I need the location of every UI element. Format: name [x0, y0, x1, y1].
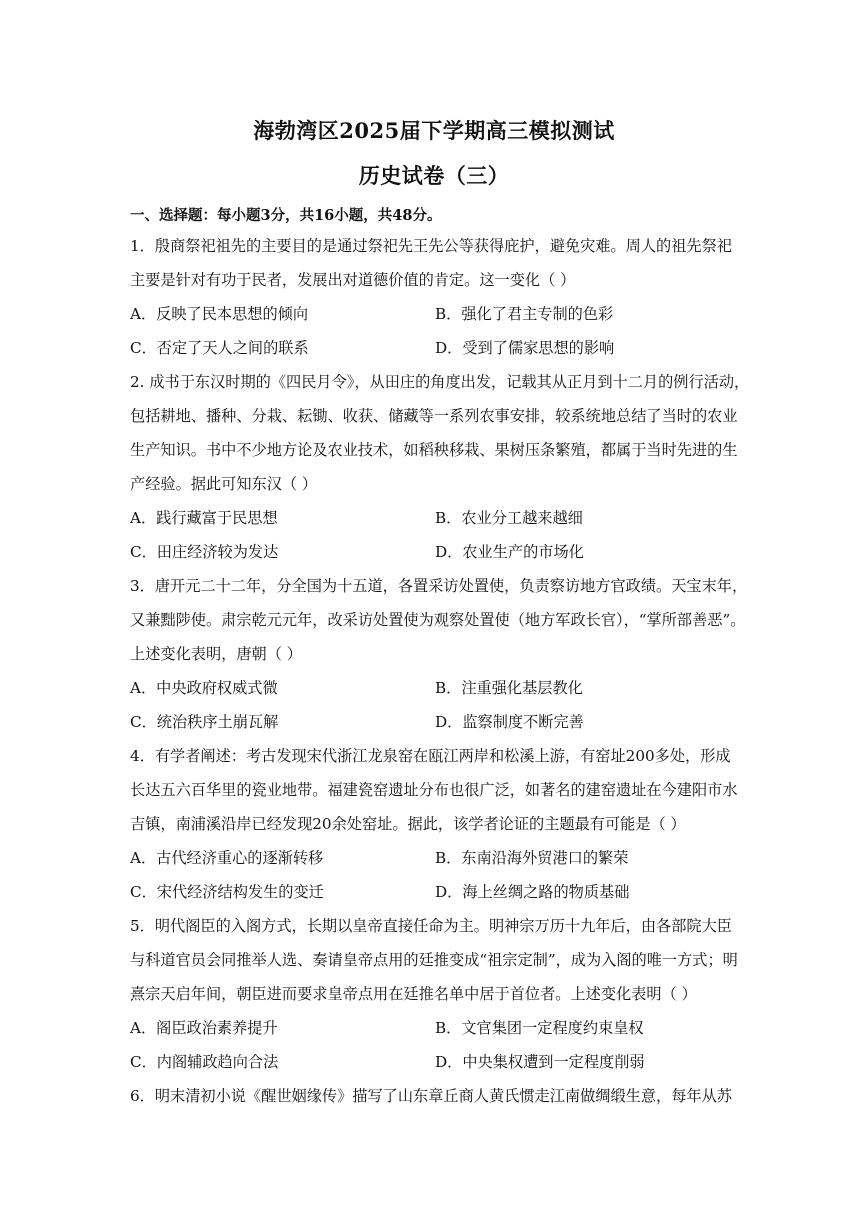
- question-1-line-2: 主要是针对有功于民者，发展出对道德价值的肯定。这一变化（ ）: [130, 271, 576, 289]
- question-2-line-1: 2. 成书于东汉时期的《四民月令》，从田庄的角度出发，记载其从正月到十二月的例行活动，: [130, 373, 750, 391]
- exam-title: 海勃湾区2025届下学期高三模拟测试: [253, 118, 615, 143]
- question-1-option-b: B．强化了君主专制的色彩: [435, 305, 614, 323]
- question-3-line-3: 上述变化表明，唐朝（ ）: [130, 645, 302, 663]
- question-5-option-b: B．文官集团一定程度约束皇权: [435, 1019, 644, 1037]
- question-4-line-3: 吉镇，南浦溪沿岸已经发现20余处窑址。据此，该学者论证的主题最有可能是（ ）: [130, 815, 686, 833]
- question-2-line-4: 产经验。据此可知东汉（ ）: [130, 475, 318, 493]
- question-3-option-c: C．统治秩序土崩瓦解: [130, 713, 279, 731]
- section-heading: 一、选择题：每小题3分，共16小题，共48分。: [130, 207, 442, 224]
- question-3-option-a: A．中央政府权威式微: [130, 679, 278, 697]
- question-1-option-c: C．否定了天人之间的联系: [130, 339, 309, 357]
- question-6-line-1: 6．明末清初小说《醒世姻缘传》描写了山东章丘商人黄氏惯走江南做绸缎生意，每年从苏: [130, 1087, 732, 1105]
- question-3-line-1: 3．唐开元二十二年，分全国为十五道，各置采访处置使，负责察访地方官政绩。天宝末年，: [130, 577, 748, 595]
- question-2-option-d: D．农业生产的市场化: [435, 543, 584, 561]
- question-4-option-c: C．宋代经济结构发生的变迁: [130, 883, 324, 901]
- question-3-line-2: 又兼黜陟使。肃宗乾元元年，改采访处置使为观察处置使（地方军政长官），“掌所部善恶”。: [130, 611, 746, 629]
- question-2-option-c: C．田庄经济较为发达: [130, 543, 279, 561]
- question-5-option-d: D．中央集权遭到一定程度削弱: [435, 1053, 645, 1071]
- question-1-option-d: D．受到了儒家思想的影响: [435, 339, 615, 357]
- question-4-line-2: 长达五六百华里的瓷业地带。福建瓷窑遗址分布也很广泛，如著名的建窑遗址在今建阳市水: [130, 781, 738, 799]
- question-5-option-c: C．内阁辅政趋向合法: [130, 1053, 279, 1071]
- question-5-line-2: 与科道官员会同推举人选、奏请皇帝点用的廷推变成“祖宗定制”，成为入阁的唯一方式；明: [130, 951, 738, 969]
- question-5-line-1: 5．明代阁臣的入阁方式，长期以皇帝直接任命为主。明神宗万历十九年后，由各部院大臣: [130, 917, 732, 935]
- question-4-option-b: B．东南沿海外贸港口的繁荣: [435, 849, 629, 867]
- question-4-line-1: 4．有学者阐述：考古发现宋代浙江龙泉窑在瓯江两岸和松溪上游，有窑址200多处，形成: [130, 747, 731, 765]
- question-5-option-a: A．阁臣政治素养提升: [130, 1019, 278, 1037]
- question-3-option-b: B．注重强化基层教化: [435, 679, 583, 697]
- question-5-line-3: 熹宗天启年间，朝臣进而要求皇帝点用在廷推名单中居于首位者。上述变化表明（ ）: [130, 985, 697, 1003]
- question-2-line-2: 包括耕地、播种、分栽、耘锄、收获、储藏等一系列农事安排，较系统地总结了当时的农业: [130, 407, 738, 425]
- question-2-option-b: B．农业分工越来越细: [435, 509, 583, 527]
- question-1-option-a: A．反映了民本思想的倾向: [130, 305, 309, 323]
- question-2-option-a: A．践行藏富于民思想: [130, 509, 278, 527]
- question-4-option-a: A．古代经济重心的逐渐转移: [130, 849, 324, 867]
- question-4-option-d: D．海上丝绸之路的物质基础: [435, 883, 630, 901]
- question-3-option-d: D．监察制度不断完善: [435, 713, 584, 731]
- question-2-line-3: 生产知识。书中不少地方论及农业技术，如稻秧移栽、果树压条繁殖，都属于当时先进的生: [130, 441, 738, 459]
- question-1-line-1: 1．殷商祭祀祖先的主要目的是通过祭祀先王先公等获得庇护，避免灾难。周人的祖先祭祀: [130, 237, 732, 255]
- exam-subtitle: 历史试卷（三）: [358, 163, 510, 188]
